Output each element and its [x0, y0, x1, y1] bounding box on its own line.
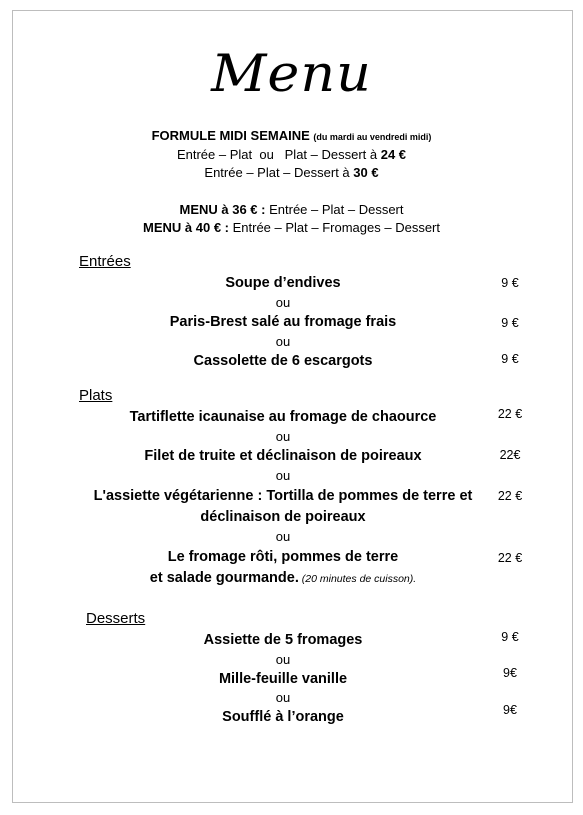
dessert-item-price: 9€: [503, 703, 517, 717]
plat-item-name-line-2: et salade gourmande.: [149, 570, 299, 586]
dessert-item-price: 9€: [503, 666, 517, 680]
plat-item-name-line-1: Le fromage rôti, pommes de terre: [167, 549, 399, 565]
plat-item-price: 22 €: [497, 407, 523, 421]
menu-40-name: MENU à 40 € :: [143, 220, 229, 235]
plat-item-price: 22€: [499, 448, 521, 462]
section-heading-desserts: Desserts: [86, 610, 146, 627]
formule-heading-line: [0, 128, 583, 145]
formule-line-1-price: 24 €: [380, 147, 407, 162]
ou-separator: ou: [275, 652, 291, 667]
menu-36-name: MENU à 36 € :: [179, 202, 266, 217]
formule-line-2-price: 30 €: [353, 165, 379, 180]
section-heading-plats: Plats: [79, 387, 113, 404]
formule-line-2: [0, 165, 583, 181]
dessert-item-name: Mille-feuille vanille: [218, 671, 348, 687]
formule-heading: FORMULE MIDI SEMAINE: [151, 128, 310, 143]
entree-item-name: Paris-Brest salé au fromage frais: [169, 314, 397, 330]
plat-item-price: 22 €: [497, 551, 523, 565]
entree-item-price: 9 €: [501, 316, 519, 330]
menu-40-line: [0, 220, 583, 236]
plat-item-name-line-1: L'assiette végétarienne : Tortilla de pommes de terre et: [93, 488, 473, 504]
entree-item-name: Soupe d’endives: [225, 275, 341, 291]
plat-item-price: 22 €: [497, 489, 523, 503]
entree-item-price: 9 €: [501, 276, 519, 290]
formule-line-2-text: Entrée – Plat – Dessert à: [204, 165, 354, 180]
ou-separator: ou: [275, 468, 291, 483]
plat-item-name-line-2: déclinaison de poireaux: [200, 509, 366, 525]
dessert-item-name: Assiette de 5 fromages: [203, 632, 363, 648]
ou-separator: ou: [275, 529, 291, 544]
dessert-item-name: Soufflé à l’orange: [222, 709, 344, 725]
plat-item-name-line-2-wrap: [0, 568, 566, 589]
formule-line-1-text: Entrée – Plat ou Plat – Dessert à: [176, 147, 381, 162]
entree-item-price: 9 €: [501, 352, 519, 366]
formule-line-1: [0, 147, 583, 163]
ou-separator: ou: [275, 690, 291, 705]
section-heading-entrees: Entrées: [79, 253, 131, 270]
menu-36-line: [0, 202, 583, 218]
dessert-item-price: 9 €: [501, 630, 519, 644]
plat-item-note: (20 minutes de cuisson).: [298, 573, 417, 585]
formule-days: (du mardi au vendredi midi): [313, 132, 432, 142]
plat-item-name: Filet de truite et déclinaison de poireaux: [144, 448, 422, 464]
ou-separator: ou: [275, 295, 291, 310]
menu-40-content: Entrée – Plat – Fromages – Dessert: [229, 220, 440, 235]
plat-item-name: Tartiflette icaunaise au fromage de chaource: [129, 409, 437, 425]
entree-item-name: Cassolette de 6 escargots: [193, 353, 373, 369]
ou-separator: ou: [275, 429, 291, 444]
menu-title: Menu: [211, 43, 372, 104]
ou-separator: ou: [275, 334, 291, 349]
menu-36-content: Entrée – Plat – Dessert: [265, 202, 404, 217]
